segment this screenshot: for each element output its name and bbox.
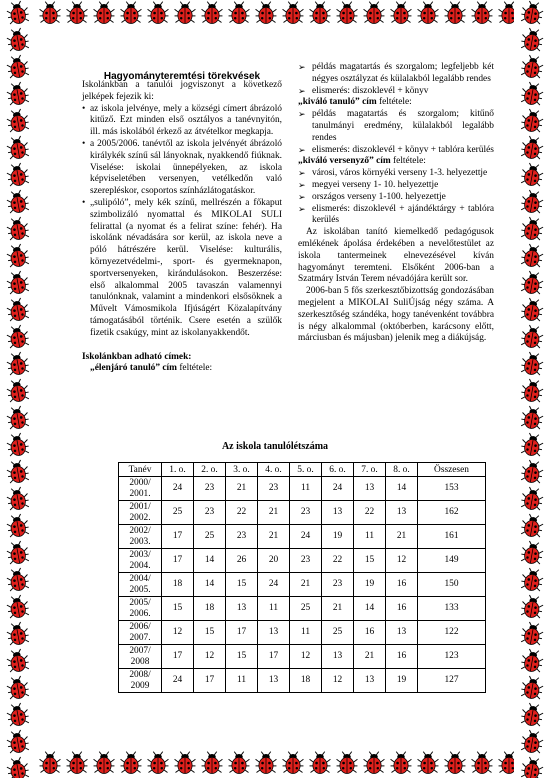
list-item: ➢ példás magatartás és szorgalom; legfeljebb két négyes osztályzat és külalakból legalább rendes bbox=[298, 62, 494, 86]
grade-count-cell: 23 bbox=[258, 477, 290, 501]
title2-condition: feltétele: bbox=[376, 97, 412, 108]
grade-count-cell: 17 bbox=[194, 669, 226, 693]
grade-count-cell: 11 bbox=[290, 477, 322, 501]
grade-count-cell: 24 bbox=[258, 573, 290, 597]
ladybug-icon bbox=[6, 351, 30, 376]
first-title-condition: feltétele: bbox=[176, 363, 213, 374]
ladybug-icon bbox=[520, 0, 544, 25]
grade-count-cell: 13 bbox=[258, 621, 290, 645]
ladybug-icon bbox=[6, 243, 30, 268]
ladybug-icon bbox=[202, 2, 223, 24]
ladybug-icon bbox=[148, 752, 169, 774]
grade-count-cell: 16 bbox=[386, 573, 418, 597]
ladybug-icon bbox=[310, 2, 331, 24]
grade-count-cell: 20 bbox=[258, 549, 290, 573]
first-title-name: „élenjáró tanuló” cím bbox=[90, 363, 177, 374]
right-column bbox=[298, 62, 494, 345]
grade-count-cell: 18 bbox=[194, 597, 226, 621]
ladybug-icon bbox=[520, 162, 544, 187]
ladybug-icon bbox=[6, 729, 30, 754]
header-cell: 3. o. bbox=[226, 463, 258, 477]
ladybug-icon bbox=[229, 752, 250, 774]
grade-count-cell: 11 bbox=[354, 525, 386, 549]
grade-count-cell: 13 bbox=[354, 669, 386, 693]
table-row bbox=[119, 621, 486, 645]
ladybug-icon bbox=[472, 2, 493, 24]
grade-count-cell: 24 bbox=[322, 477, 354, 501]
grade-count-cell: 23 bbox=[194, 477, 226, 501]
header-cell: 8. o. bbox=[386, 463, 418, 477]
ladybug-icon bbox=[337, 752, 358, 774]
list-item: ➢ országos verseny 1-100. helyezettje bbox=[298, 192, 494, 204]
title3-condition: feltétele: bbox=[390, 156, 426, 167]
first-title-line bbox=[82, 363, 282, 375]
ladybug-icon bbox=[520, 702, 544, 727]
school-year-cell: 2004/ 2005. bbox=[119, 573, 162, 597]
titles-heading: Iskolánkban adható címek: bbox=[82, 351, 192, 362]
total-cell: 122 bbox=[418, 621, 486, 645]
table-row bbox=[119, 573, 486, 597]
grade-count-cell: 16 bbox=[386, 645, 418, 669]
table-row bbox=[119, 645, 486, 669]
title3-line bbox=[298, 156, 494, 168]
ladybug-icon bbox=[520, 189, 544, 214]
grade-count-cell: 18 bbox=[162, 573, 194, 597]
ladybug-icon bbox=[445, 752, 466, 774]
grade-count-cell: 11 bbox=[258, 597, 290, 621]
ladybug-icon bbox=[6, 513, 30, 538]
header-cell: Összesen bbox=[418, 463, 486, 477]
grade-count-cell: 24 bbox=[290, 525, 322, 549]
ladybug-icon bbox=[94, 752, 115, 774]
grade-count-cell: 21 bbox=[258, 525, 290, 549]
ladybug-icon bbox=[121, 2, 142, 24]
bullet-scarf: • a 2005/2006. tanévtől az iskola jelvényét ábrázoló királykék színű sál lányoknak, nyakkendő fiúknak. Viselése: iskolai ünnepélyeken, az iskola képviseletében versenyen, vetélkedőn való szerepléskor, csoportos színházlátogatáskor. bbox=[82, 139, 282, 198]
school-year-cell: 2006/ 2007. bbox=[119, 621, 162, 645]
total-cell: 153 bbox=[418, 477, 486, 501]
grade-count-cell: 19 bbox=[386, 669, 418, 693]
list-item: ➢ megyei verseny 1- 10. helyezettje bbox=[298, 180, 494, 192]
ladybug-icon bbox=[6, 675, 30, 700]
ladybug-icon bbox=[418, 2, 439, 24]
intro-text: Iskolánkban a tanulói jogviszonyt a következő jelképek fejezik ki: bbox=[82, 80, 282, 102]
grade-count-cell: 22 bbox=[322, 549, 354, 573]
ladybug-icon bbox=[6, 459, 30, 484]
total-cell: 133 bbox=[418, 597, 486, 621]
school-year-cell: 2008/ 2009 bbox=[119, 669, 162, 693]
section-heading: Hagyományteremtési törekvések bbox=[103, 71, 261, 82]
school-year-cell: 2002/ 2003. bbox=[119, 525, 162, 549]
grade-count-cell: 17 bbox=[162, 525, 194, 549]
ladybug-icon bbox=[256, 752, 277, 774]
ladybug-icon bbox=[6, 27, 30, 52]
ladybug-icon bbox=[6, 486, 30, 511]
header-cell: 1. o. bbox=[162, 463, 194, 477]
grade-count-cell: 12 bbox=[386, 549, 418, 573]
ladybug-icon bbox=[6, 297, 30, 322]
grade-count-cell: 17 bbox=[258, 645, 290, 669]
ladybug-icon bbox=[520, 567, 544, 592]
ladybug-icon bbox=[6, 324, 30, 349]
grade-count-cell: 21 bbox=[386, 525, 418, 549]
grade-count-cell: 15 bbox=[226, 645, 258, 669]
grade-count-cell: 23 bbox=[290, 549, 322, 573]
ladybug-icon bbox=[6, 108, 30, 133]
grade-count-cell: 12 bbox=[322, 669, 354, 693]
title3-conditions-list bbox=[298, 168, 494, 227]
table-row bbox=[119, 549, 486, 573]
bullet-badge: • az iskola jelvénye, mely a községi címert ábrázoló kitűző. Ezt minden első osztályos a tanévnyitón, ill. más iskolából érkező az átvételkor megkapja. bbox=[82, 104, 282, 139]
ladybug-icon bbox=[520, 513, 544, 538]
ladybug-icon bbox=[499, 752, 514, 774]
total-cell: 149 bbox=[418, 549, 486, 573]
table-row bbox=[119, 669, 486, 693]
ladybug-icon bbox=[520, 54, 544, 79]
classroom-naming-paragraph: Az iskolában tanító kiemelkedő pedagógusok emlékének ápolása érdekében a nevelőtestület az iskola tantermeinek elnevezésével kíván hagyományt teremteni. Elsőként 2006-ban a Szatmáry István Terem névadójára került sor. bbox=[298, 227, 494, 285]
ladybug-icon bbox=[520, 486, 544, 511]
ladybug-icon bbox=[6, 378, 30, 403]
grade-count-cell: 19 bbox=[354, 573, 386, 597]
ladybug-icon bbox=[499, 2, 514, 24]
ladybug-icon bbox=[229, 2, 250, 24]
grade-count-cell: 13 bbox=[322, 645, 354, 669]
grade-count-cell: 15 bbox=[162, 597, 194, 621]
ladybug-icon bbox=[520, 351, 544, 376]
table-row bbox=[119, 477, 486, 501]
right-ladybug-border bbox=[514, 0, 550, 778]
ladybug-icon bbox=[283, 752, 304, 774]
ladybug-icon bbox=[148, 2, 169, 24]
grade-count-cell: 14 bbox=[354, 597, 386, 621]
ladybug-icon bbox=[6, 189, 30, 214]
grade-count-cell: 21 bbox=[258, 501, 290, 525]
ladybug-icon bbox=[520, 81, 544, 106]
grade-count-cell: 23 bbox=[226, 525, 258, 549]
ladybug-icon bbox=[175, 2, 196, 24]
list-item: ➢ elismerés: diszoklevél + ajándéktárgy + tablóra kerülés bbox=[298, 204, 494, 228]
list-item: ➢ városi, város környéki verseny 1-3. helyezettje bbox=[298, 168, 494, 180]
grade-count-cell: 25 bbox=[162, 501, 194, 525]
table-row bbox=[119, 501, 486, 525]
ladybug-icon bbox=[391, 752, 412, 774]
ladybug-icon bbox=[121, 752, 142, 774]
bottom-ladybug-border bbox=[36, 750, 514, 778]
list-item: ➢ elismerés: diszoklevél + könyv + tablóra kerülés bbox=[298, 145, 494, 157]
ladybug-icon bbox=[520, 135, 544, 160]
ladybug-icon bbox=[6, 594, 30, 619]
grade-count-cell: 21 bbox=[354, 645, 386, 669]
ladybug-icon bbox=[445, 2, 466, 24]
school-year-cell: 2007/ 2008 bbox=[119, 645, 162, 669]
list-item: ➢ elismerés: diszoklevél + könyv bbox=[298, 86, 494, 98]
grade-count-cell: 26 bbox=[226, 549, 258, 573]
grade-count-cell: 16 bbox=[386, 597, 418, 621]
ladybug-icon bbox=[40, 752, 61, 774]
ladybug-icon bbox=[520, 243, 544, 268]
ladybug-icon bbox=[520, 648, 544, 673]
ladybug-icon bbox=[6, 540, 30, 565]
grade-count-cell: 13 bbox=[386, 501, 418, 525]
grade-count-cell: 13 bbox=[354, 477, 386, 501]
grade-count-cell: 25 bbox=[194, 525, 226, 549]
ladybug-icon bbox=[6, 270, 30, 295]
bullet-shirt: • „sulipóló”, mely kék színű, mellrészén a főkaput szimbolizáló nyomattal és MIKOLAI SULI felirattal (a nyomat és a felirat színe: fehér). Ha iskolánk névadására sor kerül, az iskola neve a póló hátrészére kerül. Viselése: kulturális, környezetvédelmi-, sport- és gyermeknapon, sportversenyeken, kirándulásokon. Beszerzése: első alkalommal 2005 tavaszán valamennyi tanulónknak, valamint a mindenkori elsősöknek a Művelt Vámosmikola Ifjúságért Közalapítvány támogatásából történik. Csere esetén a szülők fizetik csakúgy, mint az iskolanyakkendőt. bbox=[82, 198, 282, 340]
ladybug-icon bbox=[6, 81, 30, 106]
ladybug-icon bbox=[520, 378, 544, 403]
grade-count-cell: 23 bbox=[322, 573, 354, 597]
grade-count-cell: 17 bbox=[162, 645, 194, 669]
newspaper-paragraph: 2006-ban 5 fős szerkesztőbizottság gondozásában megjelent a MIKOLAI SuliÚjság négy száma. A szerkesztőség szándéka, hogy tanévenként továbbra is négy alkalommal (októberben, karácsony előtt, márciusban és májusban) jelenik meg a diákújság. bbox=[298, 286, 494, 344]
grade-count-cell: 13 bbox=[258, 669, 290, 693]
ladybug-icon bbox=[310, 752, 331, 774]
grade-count-cell: 13 bbox=[322, 501, 354, 525]
ladybug-icon bbox=[364, 2, 385, 24]
grade-count-cell: 15 bbox=[354, 549, 386, 573]
grade-count-cell: 21 bbox=[226, 477, 258, 501]
total-cell: 162 bbox=[418, 501, 486, 525]
school-year-cell: 2001/ 2002. bbox=[119, 501, 162, 525]
total-cell: 123 bbox=[418, 645, 486, 669]
ladybug-icon bbox=[520, 729, 544, 754]
ladybug-icon bbox=[337, 2, 358, 24]
ladybug-icon bbox=[202, 752, 223, 774]
table-title: Az iskola tanulólétszáma bbox=[221, 441, 329, 452]
ladybug-icon bbox=[520, 108, 544, 133]
ladybug-icon bbox=[391, 2, 412, 24]
grade-count-cell: 14 bbox=[194, 549, 226, 573]
grade-count-cell: 24 bbox=[162, 669, 194, 693]
grade-count-cell: 11 bbox=[226, 669, 258, 693]
grade-count-cell: 17 bbox=[162, 549, 194, 573]
grade-count-cell: 22 bbox=[226, 501, 258, 525]
table-row bbox=[119, 525, 486, 549]
total-cell: 161 bbox=[418, 525, 486, 549]
ladybug-icon bbox=[520, 594, 544, 619]
ladybug-icon bbox=[364, 752, 385, 774]
ladybug-icon bbox=[6, 648, 30, 673]
header-cell: Tanév bbox=[119, 463, 162, 477]
top-ladybug-border bbox=[36, 0, 514, 28]
left-column bbox=[82, 80, 282, 375]
grade-count-cell: 25 bbox=[322, 621, 354, 645]
school-year-cell: 2000/ 2001. bbox=[119, 477, 162, 501]
ladybug-icon bbox=[6, 405, 30, 430]
ladybug-icon bbox=[6, 621, 30, 646]
title2-conditions-list bbox=[298, 109, 494, 156]
ladybug-icon bbox=[520, 756, 544, 778]
ladybug-icon bbox=[283, 2, 304, 24]
ladybug-icon bbox=[520, 540, 544, 565]
header-cell: 6. o. bbox=[322, 463, 354, 477]
ladybug-icon bbox=[175, 752, 196, 774]
title1-conditions-list bbox=[298, 62, 494, 97]
ladybug-icon bbox=[520, 675, 544, 700]
ladybug-icon bbox=[6, 702, 30, 727]
ladybug-icon bbox=[40, 2, 61, 24]
list-item: ➢ példás magatartás és szorgalom; kitűnő tanulmányi eredmény, külalakból legalább rendes bbox=[298, 109, 494, 144]
grade-count-cell: 17 bbox=[226, 621, 258, 645]
header-cell: 4. o. bbox=[258, 463, 290, 477]
title2-line bbox=[298, 97, 494, 109]
table-body bbox=[119, 477, 486, 693]
header-cell: 7. o. bbox=[354, 463, 386, 477]
title3-name: „kiváló versenyző” cím bbox=[298, 156, 391, 167]
grade-count-cell: 15 bbox=[226, 573, 258, 597]
grade-count-cell: 12 bbox=[162, 621, 194, 645]
ladybug-icon bbox=[6, 54, 30, 79]
total-cell: 127 bbox=[418, 669, 486, 693]
enrollment-table bbox=[118, 462, 486, 693]
grade-count-cell: 23 bbox=[290, 501, 322, 525]
ladybug-icon bbox=[520, 324, 544, 349]
ladybug-icon bbox=[67, 752, 88, 774]
ladybug-icon bbox=[520, 459, 544, 484]
school-year-cell: 2003/ 2004. bbox=[119, 549, 162, 573]
grade-count-cell: 12 bbox=[290, 645, 322, 669]
grade-count-cell: 15 bbox=[194, 621, 226, 645]
grade-count-cell: 21 bbox=[290, 573, 322, 597]
ladybug-icon bbox=[520, 621, 544, 646]
left-ladybug-border bbox=[0, 0, 36, 778]
ladybug-icon bbox=[6, 216, 30, 241]
ladybug-icon bbox=[418, 752, 439, 774]
grade-count-cell: 24 bbox=[162, 477, 194, 501]
ladybug-icon bbox=[256, 2, 277, 24]
ladybug-icon bbox=[520, 27, 544, 52]
ladybug-icon bbox=[6, 135, 30, 160]
ladybug-icon bbox=[94, 2, 115, 24]
table-row bbox=[119, 597, 486, 621]
ladybug-icon bbox=[6, 756, 30, 778]
grade-count-cell: 14 bbox=[386, 477, 418, 501]
grade-count-cell: 14 bbox=[194, 573, 226, 597]
header-cell: 5. o. bbox=[290, 463, 322, 477]
ladybug-icon bbox=[520, 216, 544, 241]
ladybug-icon bbox=[6, 0, 30, 25]
grade-count-cell: 23 bbox=[194, 501, 226, 525]
grade-count-cell: 25 bbox=[290, 597, 322, 621]
grade-count-cell: 19 bbox=[322, 525, 354, 549]
grade-count-cell: 12 bbox=[194, 645, 226, 669]
ladybug-icon bbox=[520, 405, 544, 430]
grade-count-cell: 18 bbox=[290, 669, 322, 693]
grade-count-cell: 13 bbox=[386, 621, 418, 645]
title2-name: „kiváló tanuló” cím bbox=[298, 97, 377, 108]
ladybug-icon bbox=[520, 270, 544, 295]
school-year-cell: 2005/ 2006. bbox=[119, 597, 162, 621]
ladybug-icon bbox=[6, 162, 30, 187]
grade-count-cell: 21 bbox=[322, 597, 354, 621]
table-header-row bbox=[119, 463, 486, 477]
ladybug-icon bbox=[472, 752, 493, 774]
grade-count-cell: 22 bbox=[354, 501, 386, 525]
grade-count-cell: 11 bbox=[290, 621, 322, 645]
ladybug-icon bbox=[67, 2, 88, 24]
total-cell: 150 bbox=[418, 573, 486, 597]
header-cell: 2. o. bbox=[194, 463, 226, 477]
grade-count-cell: 16 bbox=[354, 621, 386, 645]
ladybug-icon bbox=[6, 567, 30, 592]
grade-count-cell: 13 bbox=[226, 597, 258, 621]
ladybug-icon bbox=[520, 297, 544, 322]
